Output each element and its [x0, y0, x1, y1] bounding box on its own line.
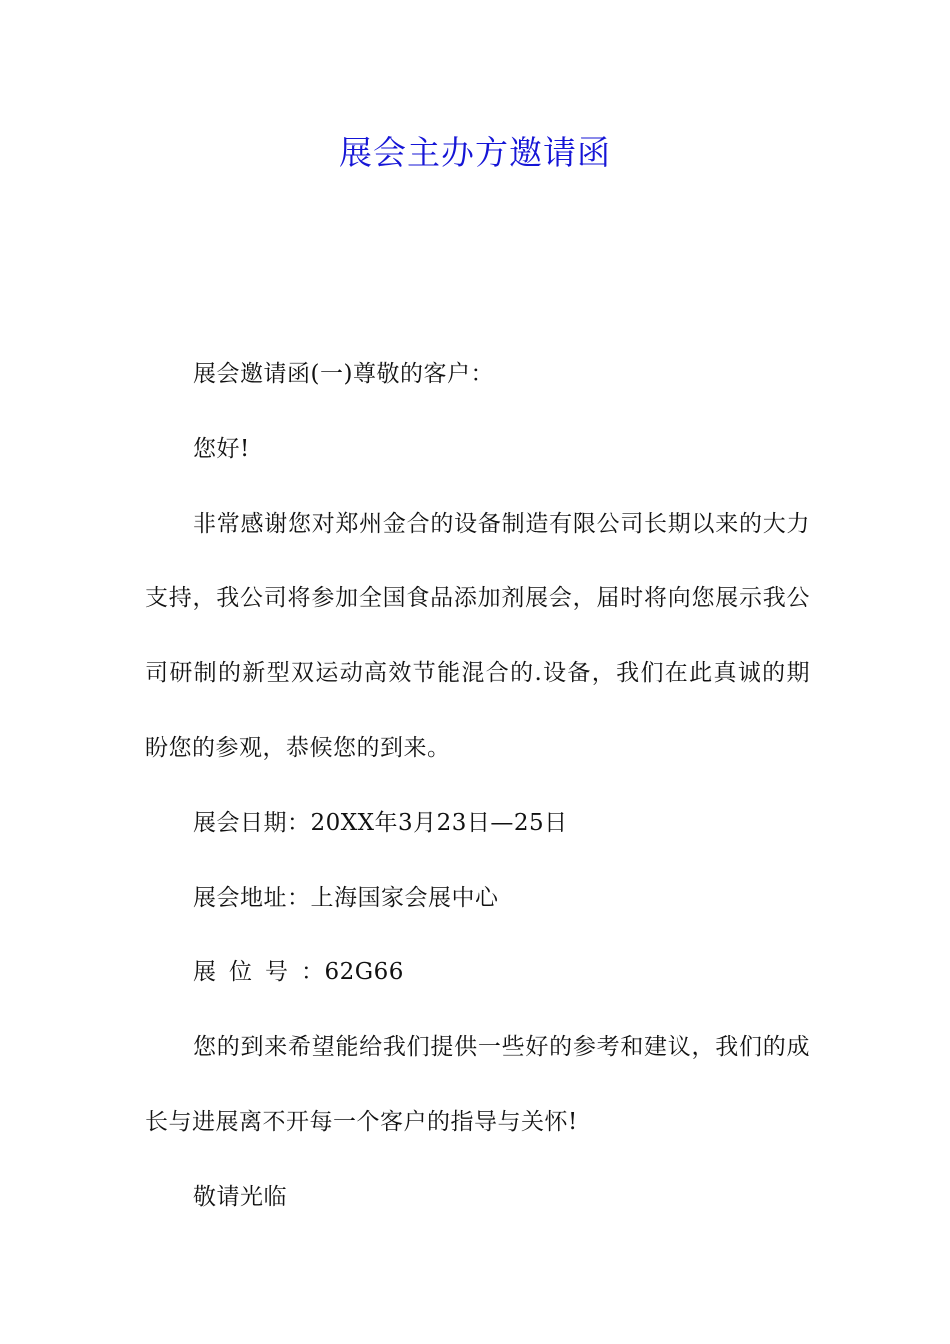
intro-paragraph: 非常感谢您对郑州金合的设备制造有限公司长期以来的大力支持，我公司将参加全国食品添加剂展会，届时将向您展示我公司研制的新型双运动高效节能混合的.设备，我们在此真诚的期盼您的参观，恭候您的到来。 [145, 510, 810, 761]
booth-number-label: 展位号 [193, 959, 301, 986]
booth-number [145, 935, 810, 1010]
greeting: 您好! [193, 435, 250, 462]
salutation: 展会邀请函(一)尊敬的客户： [193, 361, 494, 387]
sign-off: 敬请光临 [193, 1183, 287, 1210]
exhibition-date: 展会日期：20XX年3月23日—25日 [193, 809, 568, 836]
letter-body [145, 337, 810, 1235]
booth-number-value: ：62G66 [301, 959, 404, 986]
closing-paragraph: 您的到来希望能给我们提供一些好的参考和建议，我们的成长与进展离不开每一个客户的指导与关怀! [145, 1034, 810, 1135]
document-title: 展会主办方邀请函 [339, 133, 611, 172]
exhibition-address: 展会地址：上海国家会展中心 [193, 884, 499, 911]
